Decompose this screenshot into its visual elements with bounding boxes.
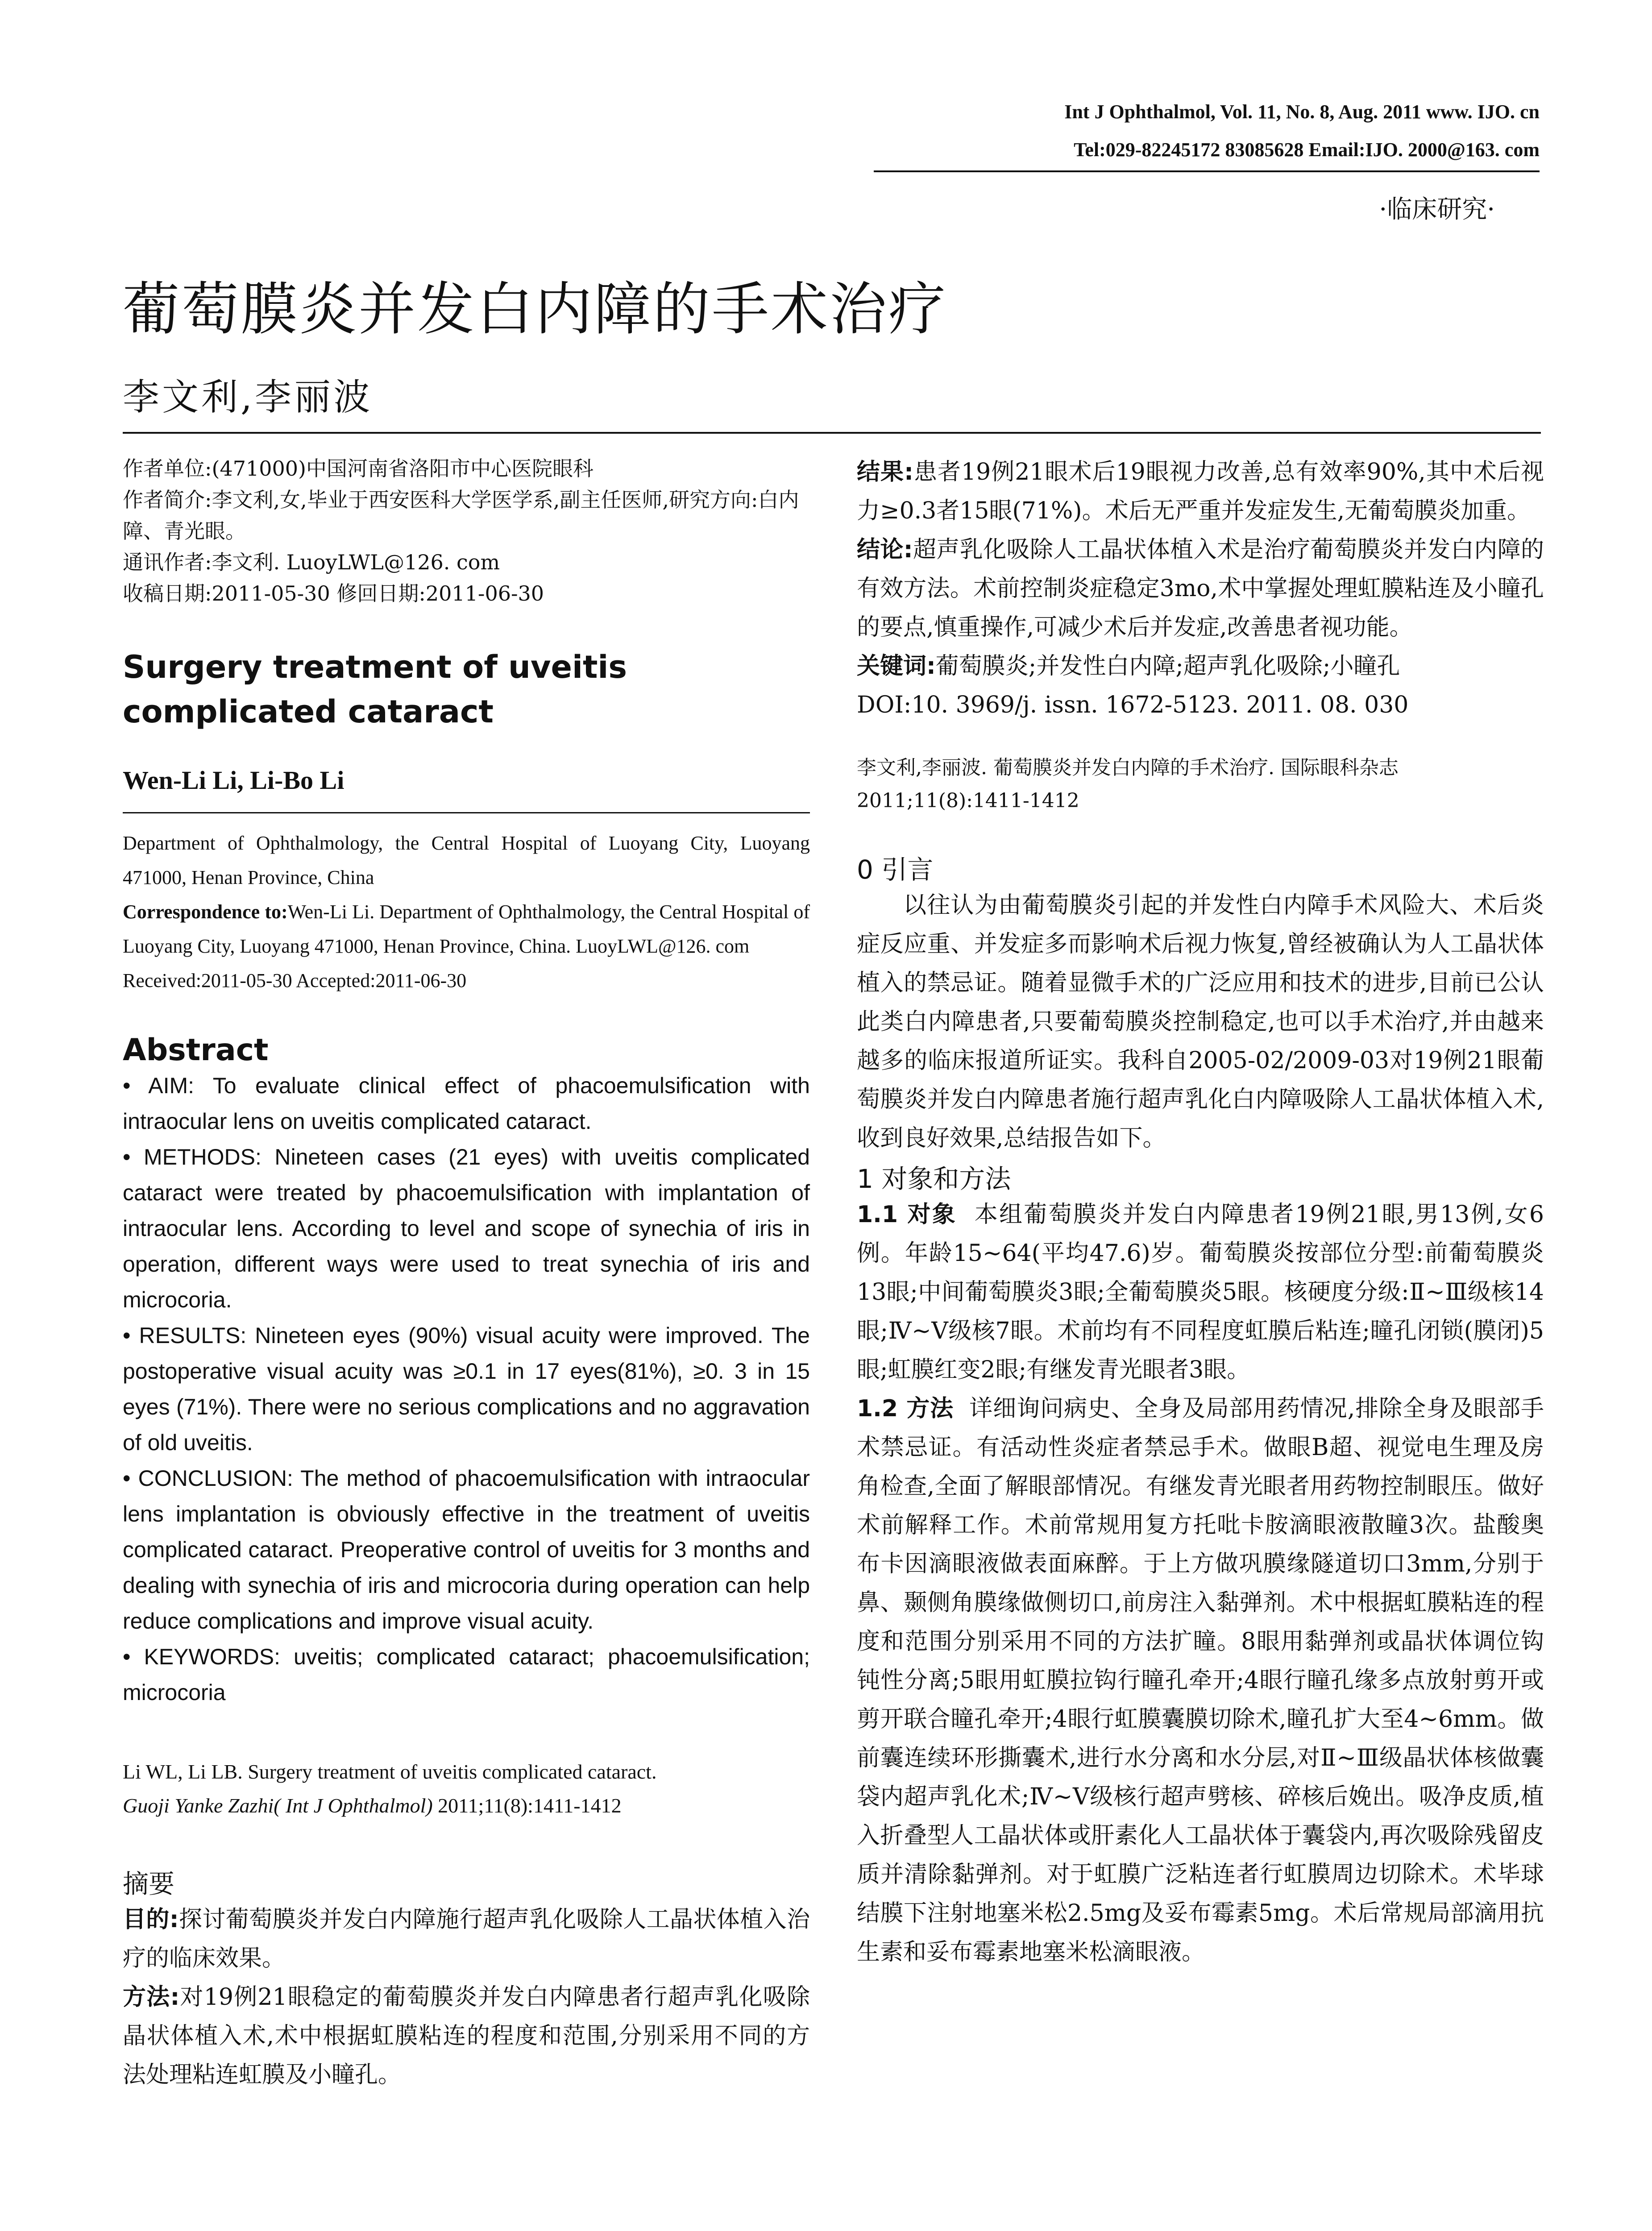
intro-paragraph: 以往认为由葡萄膜炎引起的并发性白内障手术风险大、术后炎症反应重、并发症多而影响术后视力恢复,曾经被确认为人工晶状体植入的禁忌证。随着显微手术的广泛应用和技术的进步,目前已公认此类白内障患者,只要葡萄膜炎控制稳定,也可以手术治疗,并由越来越多的临床报道所证实。我科自2005-02/2009-03对19例21眼葡萄膜炎并发白内障患者施行超声乳化白内障吸除人工晶状体植入术,收到良好效果,总结报告如下。 bbox=[857, 892, 1544, 1152]
methods-text: 详细询问病史、全身及局部用药情况,排除全身及眼部手术禁忌证。有活动性炎症者禁忌手术。做眼B超、视觉电生理及房角检查,全面了解眼部情况。有继发青光眼者用药物控制眼压。做好术前解释工作。术前常规用复方托吡卡胺滴眼液散瞳3次。盐酸奥布卡因滴眼液做表面麻醉。于上方做巩膜缘隧道切口3mm,分别于鼻、颞侧角膜缘做侧切口,前房注入黏弹剂。术中根据虹膜粘连的程度和范围分别采用不同的方法扩瞳。8眼用黏弹剂或晶状体调位钩钝性分离;5眼用虹膜拉钩行瞳孔牵开;4眼行瞳孔缘多点放射剪开或剪开联合瞳孔牵开;4眼行虹膜囊膜切除术,瞳孔扩大至4~6mm。做前囊连续环形撕囊术,进行水分离和水分层,对Ⅱ~Ⅲ级晶状体核做囊袋内超声乳化术;Ⅳ~Ⅴ级核行超声劈核、碎核后娩出。吸净皮质,植入折叠型人工晶状体或肝素化人工晶状体于囊袋内,再次吸除残留皮质并清除黏弹剂。对于虹膜广泛粘连者行虹膜周边切除术。术毕球结膜下注射地塞米松2.5mg及妥布霉素5mg。术后常规局部滴用抗生素和妥布霉素地塞米松滴眼液。 bbox=[857, 1395, 1544, 1966]
methods-heading: 1 对象和方法 bbox=[857, 1164, 1011, 1194]
abstract-conclusion: • CONCLUSION: The method of phacoemulsification with intraocular lens implantation is obviously effective in the treatment of uveitis complicated cataract. Preoperative control of uveitis for 3 months and dealing with synechia of iris and microcoria during operation can help reduce complications and improve visual acuity. bbox=[123, 1466, 810, 1634]
abstract-keywords: • KEYWORDS: uveitis; complicated cataract; phacoemulsification; microcoria bbox=[123, 1644, 810, 1705]
zhaiyao-result-text: 患者19例21眼术后19眼视力改善,总有效率90%,其中术后视力≥0.3者15眼(71%)。术后无严重并发症发生,无葡萄膜炎加重。 bbox=[857, 459, 1544, 524]
title-rule bbox=[123, 432, 1541, 434]
abstract-methods: • METHODS: Nineteen cases (21 eyes) with uveitis complicated cataract were treated by phacoemulsification with implantation of intraocular lens. According to level and scope of synechia of iris in operation, different ways were used to treat synechia of iris and microcoria. bbox=[123, 1145, 810, 1312]
abstract-results: • RESULTS: Nineteen eyes (90%) visual acuity were improved. The postoperative visual acuity was ≥0.1 in 17 eyes(81%), ≥0. 3 in 15 eyes (71%). There were no serious complications and no aggravation of old uveitis. bbox=[123, 1323, 810, 1455]
section-tag: ·临床研究· bbox=[1379, 195, 1495, 224]
right-column bbox=[857, 453, 1544, 1972]
zhaiyao-result-label: 结果: bbox=[857, 459, 913, 485]
zhaiyao-method-label: 方法: bbox=[123, 1984, 180, 2011]
subjects-text: 本组葡萄膜炎并发白内障患者19例21眼,男13例,女6例。年龄15~64(平均47.6)岁。葡萄膜炎按部位分型:前葡萄膜炎13眼;中间葡萄膜炎3眼;全葡萄膜炎5眼。核硬度分级:Ⅱ~Ⅲ级核14眼;Ⅳ~Ⅴ级核7眼。术前均有不同程度虹膜后粘连;瞳孔闭锁(膜闭)5眼;虹膜红变2眼;有继发青光眼者3眼。 bbox=[857, 1201, 1544, 1383]
doi: DOI:10. 3969/j. issn. 1672-5123. 2011. 08. 030 bbox=[857, 692, 1409, 718]
subjects-paragraph bbox=[857, 1195, 1544, 1389]
citation-en bbox=[123, 1755, 810, 1823]
citation-en-authors-title: Li WL, Li LB. Surgery treatment of uveitis complicated cataract. bbox=[123, 1760, 657, 1783]
correspondence-en bbox=[123, 895, 810, 963]
zhaiyao-method-text: 对19例21眼稳定的葡萄膜炎并发白内障患者行超声乳化吸除晶状体植入术,术中根据虹膜粘连的程度和范围,分别采用不同的方法处理粘连虹膜及小瞳孔。 bbox=[123, 1984, 810, 2088]
abstract-heading: Abstract bbox=[123, 1033, 269, 1068]
intro-heading: 0 引言 bbox=[857, 854, 934, 885]
citation-en-volume: 2011;11(8):1411-1412 bbox=[432, 1794, 622, 1817]
zhaiyao-heading: 摘要 bbox=[123, 1869, 175, 1899]
abstract-aim: • AIM: To evaluate clinical effect of phacoemulsification with intraocular lens on uveitis complicated cataract. bbox=[123, 1073, 810, 1134]
article-title-en: Surgery treatment of uveitis complicated cataract bbox=[123, 649, 627, 730]
article-title-cn: 葡萄膜炎并发白内障的手术治疗 bbox=[123, 276, 948, 343]
info-affiliation: 作者单位:(471000)中国河南省洛阳市中心医院眼科 bbox=[123, 456, 594, 481]
zhaiyao-purpose bbox=[123, 1900, 810, 1978]
zhaiyao-keywords-label: 关键词: bbox=[857, 653, 936, 680]
subjects-label: 1.1 对象 bbox=[857, 1201, 957, 1228]
zhaiyao-keywords bbox=[857, 647, 1544, 686]
methods-label: 1.2 方法 bbox=[857, 1395, 954, 1422]
citation-en-journal: Guoji Yanke Zazhi( Int J Ophthalmol) bbox=[123, 1794, 433, 1817]
methods-paragraph bbox=[857, 1389, 1544, 1972]
header-rule bbox=[874, 170, 1540, 172]
authors-cn: 李文利,李丽波 bbox=[123, 376, 373, 419]
zhaiyao-conclusion-text: 超声乳化吸除人工晶状体植入术是治疗葡萄膜炎并发白内障的有效方法。术前控制炎症稳定3mo,术中掌握处理虹膜粘连及小瞳孔的要点,慎重操作,可减少术后并发症,改善患者视功能。 bbox=[857, 536, 1544, 641]
info-author-bio: 作者简介:李文利,女,毕业于西安医科大学医学系,副主任医师,研究方向:白内障、青光眼。 bbox=[123, 488, 799, 543]
info-corresponding: 通讯作者:李文利. LuoyLWL@126. com bbox=[123, 550, 500, 574]
affiliation-en: Department of Ophthalmology, the Central Hospital of Luoyang City, Luoyang 471000, Henan Province, China bbox=[123, 832, 810, 888]
zhaiyao-method bbox=[123, 1978, 810, 2094]
citation-cn: 李文利,李丽波. 葡萄膜炎并发白内障的手术治疗. 国际眼科杂志 2011;11(8):1411-1412 bbox=[857, 756, 1399, 812]
zhaiyao-conclusion bbox=[857, 531, 1544, 647]
zhaiyao-purpose-text: 探讨葡萄膜炎并发白内障施行超声乳化吸除人工晶状体植入治疗的临床效果。 bbox=[123, 1906, 810, 1972]
zhaiyao-purpose-label: 目的: bbox=[123, 1906, 179, 1933]
zhaiyao-conclusion-label: 结论: bbox=[857, 536, 913, 563]
correspondence-label: Correspondence to: bbox=[123, 901, 288, 923]
correspondence-text: Wen-Li Li. Department of Ophthalmology, the Central Hospital of Luoyang City, Luoyang 471000, Henan Province, China. LuoyLWL@126. com bbox=[123, 901, 810, 957]
authors-en: Wen-Li Li, Li-Bo Li bbox=[123, 766, 345, 795]
received-accepted: Received:2011-05-30 Accepted:2011-06-30 bbox=[123, 970, 467, 991]
zhaiyao-keywords-text: 葡萄膜炎;并发性白内障;超声乳化吸除;小瞳孔 bbox=[935, 653, 1400, 680]
running-header-journal: Int J Ophthalmol, Vol. 11, No. 8, Aug. 2011 www. IJO. cn bbox=[1064, 101, 1540, 123]
zhaiyao-result bbox=[857, 453, 1544, 531]
running-header-contact: Tel:029-82245172 83085628 Email:IJO. 2000@163. com bbox=[1074, 139, 1540, 161]
left-column bbox=[123, 453, 810, 2094]
info-dates: 收稿日期:2011-05-30 修回日期:2011-06-30 bbox=[123, 581, 544, 605]
